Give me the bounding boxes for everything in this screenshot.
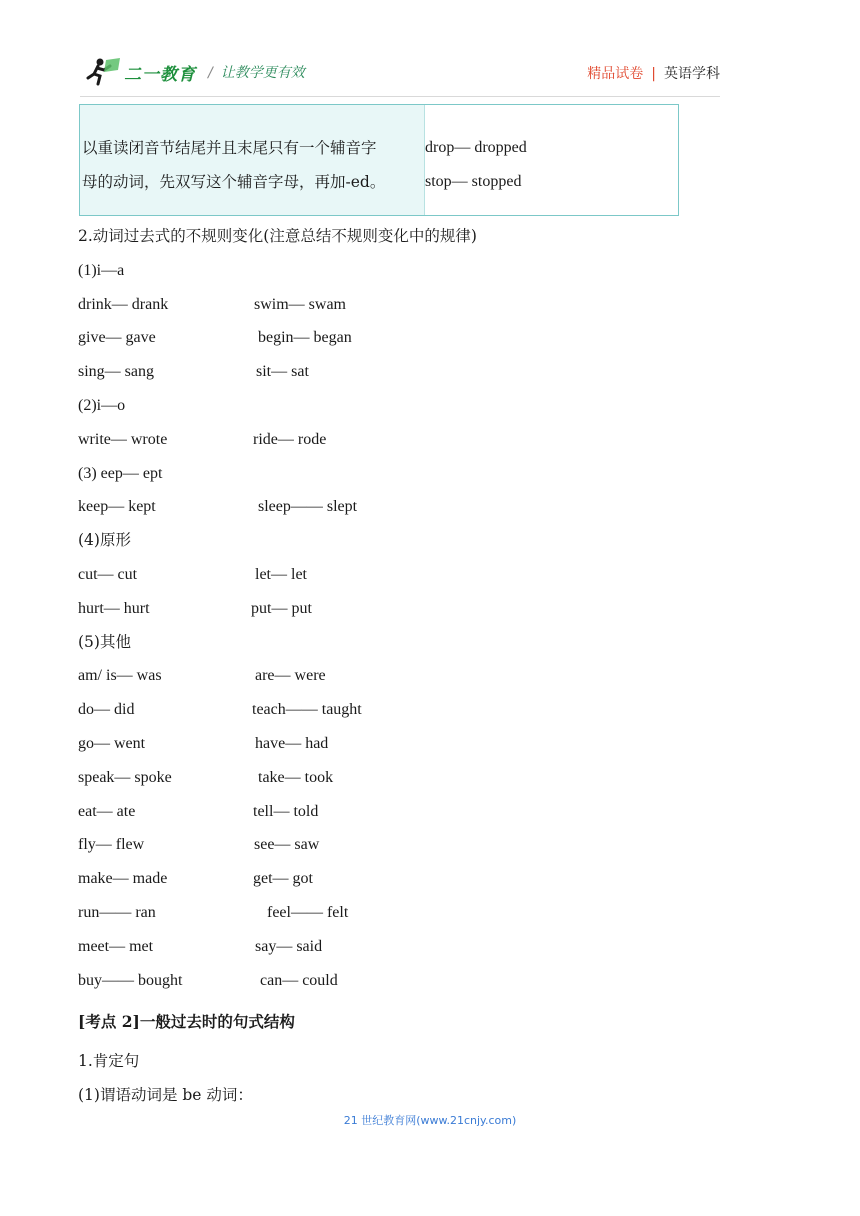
tag-premium: 精品试卷 xyxy=(587,66,644,82)
verb-pair: sit— sat xyxy=(256,363,309,381)
group-label: (1)i—a xyxy=(78,261,125,279)
slash-divider: / xyxy=(208,65,213,81)
verb-pair: make— made xyxy=(78,870,168,888)
header-tags xyxy=(587,63,720,83)
rule-line: 母的动词，先双写这个辅音字母，再加-ed。 xyxy=(82,173,386,191)
verb-pair: can— could xyxy=(260,971,338,989)
page-header xyxy=(0,0,860,100)
example-line: stop— stopped xyxy=(425,173,522,190)
verb-pair-row xyxy=(78,592,718,626)
group-label: (3) eep— ept xyxy=(78,464,163,482)
verb-pair-row xyxy=(78,896,718,930)
verb-pair: feel—— felt xyxy=(267,903,349,921)
verb-pair: get— got xyxy=(253,870,313,888)
running-figure-icon xyxy=(84,56,122,88)
page-footer: 21 世纪教育网(www.21cnjy.com) xyxy=(343,1114,517,1127)
rule-examples xyxy=(425,105,678,215)
verb-pair: begin— began xyxy=(258,329,352,347)
verb-pair: speak— spoke xyxy=(78,768,172,786)
verb-pair-row xyxy=(78,423,718,457)
verb-pair-row xyxy=(78,288,718,322)
verb-pair-row xyxy=(78,490,718,524)
verb-pair-row xyxy=(78,828,718,862)
verb-pair: write— wrote xyxy=(78,430,168,448)
kaodian-heading: [考点 2]一般过去时的句式结构 xyxy=(78,1012,295,1032)
tag-subject: 英语学科 xyxy=(664,66,720,82)
verb-pair: are— were xyxy=(255,667,326,685)
verb-pair: have— had xyxy=(255,734,329,752)
verb-pair-row xyxy=(78,321,718,355)
verb-pair-row xyxy=(78,964,718,998)
verb-pair: see— saw xyxy=(254,836,320,854)
group-label: (4)原形 xyxy=(78,531,131,550)
verb-pair-row xyxy=(78,862,718,896)
verb-pair-row xyxy=(78,795,718,829)
header-divider xyxy=(80,96,720,97)
rule-description xyxy=(80,105,425,215)
group-label: (5)其他 xyxy=(78,632,131,651)
rule-line: 以重读闭音节结尾并且末尾只有一个辅音字 xyxy=(82,139,377,157)
verb-pair: say— said xyxy=(255,937,323,955)
verb-pair: put— put xyxy=(251,599,312,617)
verb-pair-row xyxy=(78,930,718,964)
verb-pair-row xyxy=(78,355,718,389)
slogan xyxy=(208,62,305,82)
example-line: drop— dropped xyxy=(425,139,527,156)
section-title: 2.动词过去式的不规则变化(注意总结不规则变化中的规律) xyxy=(78,227,477,245)
verb-pair: run—— ran xyxy=(78,903,156,921)
verb-pair: swim— swam xyxy=(254,295,346,313)
verb-pair: ride— rode xyxy=(253,430,327,448)
verb-pair: am/ is— was xyxy=(78,667,162,685)
logo xyxy=(84,56,196,88)
subheading: 1.肯定句 xyxy=(78,1052,140,1071)
verb-pair: meet— met xyxy=(78,937,154,955)
verb-pair-row xyxy=(78,761,718,795)
verb-pair: hurt— hurt xyxy=(78,599,150,617)
verb-pair: sleep—— slept xyxy=(258,498,358,516)
logo-text: 二一教育 xyxy=(124,64,196,85)
slogan-text: 让教学更有效 xyxy=(220,65,305,81)
group-label: (2)i—o xyxy=(78,396,126,414)
tag-separator: | xyxy=(651,66,656,82)
verb-pair: drink— drank xyxy=(78,295,169,313)
verb-pair: tell— told xyxy=(253,802,319,820)
verb-pair-row xyxy=(78,727,718,761)
verb-pair: go— went xyxy=(78,734,146,752)
verb-pair: cut— cut xyxy=(78,565,138,583)
verb-pair: sing— sang xyxy=(78,363,154,381)
verb-pair: teach—— taught xyxy=(252,701,362,719)
verb-pair: do— did xyxy=(78,701,135,719)
verb-pair: take— took xyxy=(258,768,334,786)
verb-pair: give— gave xyxy=(78,329,156,347)
main-content xyxy=(78,220,718,1113)
verb-pair: keep— kept xyxy=(78,498,156,516)
verb-pair: let— let xyxy=(255,565,307,583)
verb-pair-row xyxy=(78,659,718,693)
verb-pair: eat— ate xyxy=(78,802,136,820)
verb-pair: fly— flew xyxy=(78,836,145,854)
verb-pair: buy—— bought xyxy=(78,971,183,989)
verb-pair-row xyxy=(78,693,718,727)
subheading: (1)谓语动词是 be 动词： xyxy=(78,1085,253,1104)
verb-pair-row xyxy=(78,558,718,592)
rule-table xyxy=(79,104,679,216)
